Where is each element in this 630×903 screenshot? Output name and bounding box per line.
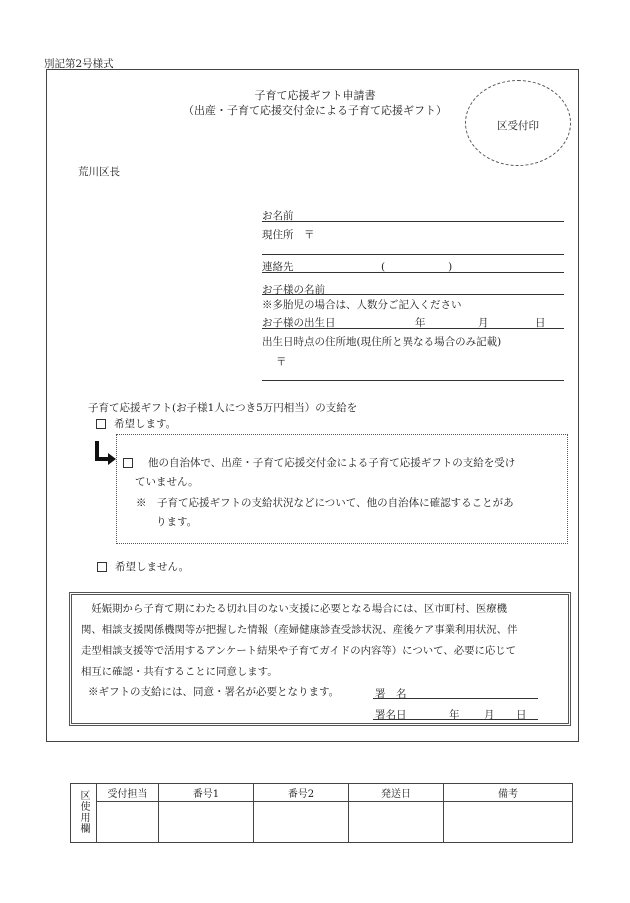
header-number1: 番号1 (159, 784, 254, 802)
cell-number1[interactable] (159, 802, 254, 843)
option-yes-label: 希望します。 (114, 418, 177, 430)
consent-line2: 関、相談支援関係機関等が把握した情報（産婦健康診査受診状況、産後ケア事業利用状況、伴 (81, 624, 518, 636)
office-use-row-label (71, 784, 97, 843)
consent-line1: 妊娠期から子育て期にわたる切れ目のない支援に必要となる場合には、区市町村、医療機 (81, 603, 508, 615)
birth-address-field[interactable] (262, 380, 564, 381)
addressee: 荒川区長 (78, 166, 120, 178)
gift-question: 子育て応援ギフト(お子様1人につき5万円相当）の支給を (88, 402, 358, 414)
signature-year-label: 年 (449, 709, 460, 721)
cell-remarks[interactable] (444, 802, 573, 843)
consent-line3: 走型相談支援等で活用するアンケート結果や子育てガイドの内容等）について、必要に応じて (81, 645, 517, 657)
signature-day-label: 日 (516, 709, 527, 721)
checkbox-no-other-gift[interactable] (123, 458, 133, 468)
signature-date-field[interactable] (373, 719, 538, 720)
name-label: お名前 (262, 210, 294, 222)
consent-line4: 相互に確認・共有することに同意します。 (81, 666, 278, 678)
signature-date-label: 署名日 (375, 709, 407, 721)
header-send-date: 発送日 (349, 784, 444, 802)
signature-note: ※ギフトの支給には、同意・署名が必要となります。 (88, 686, 340, 698)
header-reception-staff: 受付担当 (97, 784, 159, 802)
birth-year-label: 年 (415, 317, 426, 329)
contact-parens: ( ) (381, 261, 453, 273)
office-use-label-text: 区使用欄 (78, 789, 89, 834)
address-field[interactable] (262, 254, 564, 255)
birth-postal-mark: 〒 (276, 356, 287, 368)
child-birth-field[interactable] (262, 328, 564, 329)
multiple-birth-note: ※多胎児の場合は、人数分ご記入ください (262, 299, 462, 311)
name-field[interactable] (262, 221, 564, 222)
contact-field[interactable] (262, 272, 564, 273)
child-name-label: お子様の名前 (262, 284, 325, 296)
child-name-field[interactable] (262, 294, 564, 295)
checkbox-wish-yes[interactable] (96, 419, 106, 429)
cell-reception-staff[interactable] (97, 802, 159, 843)
note-line1: ※ 子育て応援ギフトの支給状況などについて、他の自治体に確認することがあ (136, 497, 514, 509)
header-remarks: 備考 (444, 784, 573, 802)
cell-send-date[interactable] (349, 802, 444, 843)
signature-field[interactable] (373, 698, 538, 699)
contact-label: 連絡先 (262, 261, 294, 273)
birth-day-label: 日 (535, 317, 546, 329)
cell-number2[interactable] (254, 802, 349, 843)
address-label: 現住所 〒 (262, 229, 315, 241)
form-subtitle: （出産・子育て応援交付金による子育て応援ギフト） (183, 104, 447, 117)
option-no-label: 希望しません。 (115, 561, 190, 573)
signature-month-label: 月 (484, 709, 495, 721)
child-birth-label: お子様の出生日 (262, 317, 336, 329)
reception-stamp-label: 区受付印 (497, 120, 539, 132)
condition-line1: 他の自治体で、出産・子育て応援交付金による子育て応援ギフトの支給を受け (148, 457, 516, 469)
form-title: 子育て応援ギフト申請書 (254, 89, 376, 102)
note-line2: ります。 (156, 516, 198, 528)
condition-line2: ていません。 (135, 476, 199, 488)
office-use-table (70, 783, 573, 843)
birth-address-label: 出生日時点の住所地(現住所と異なる場合のみ記載) (262, 336, 502, 348)
header-number2: 番号2 (254, 784, 349, 802)
signature-label: 署 名 (375, 688, 407, 700)
checkbox-wish-no[interactable] (97, 562, 107, 572)
birth-month-label: 月 (478, 317, 489, 329)
form-number: 別記第2号様式 (44, 58, 114, 70)
